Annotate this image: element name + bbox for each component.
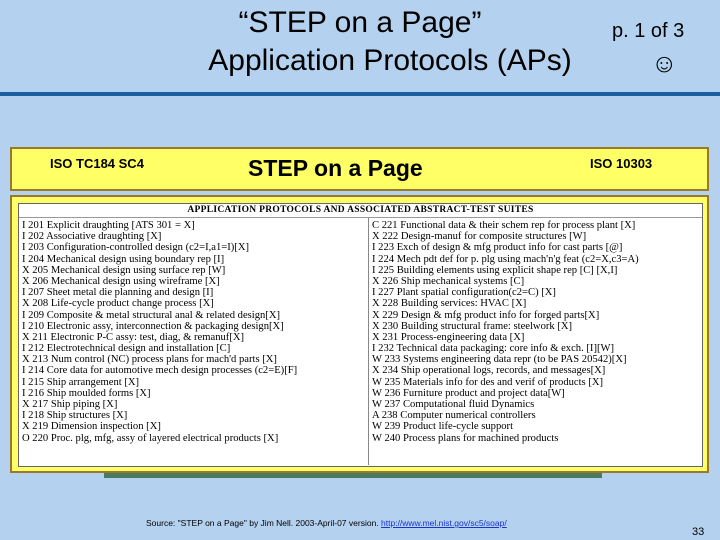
header-center-title: STEP on a Page [248,155,423,181]
ap-list-item: X 234 Ship operational logs, records, and messages[X] [372,365,606,377]
ap-list-item: I 224 Mech pdt def for p. plg using mach'n'g feat (c2=X,c3=A) [372,253,639,265]
column-divider [368,218,369,465]
ap-list-item: I 215 Ship arrangement [X] [22,376,140,388]
ap-list-item: X 228 Building services: HVAC [X] [372,298,527,310]
ap-list-item: X 231 Process-engineering data [X] [372,331,525,343]
title-line-1: “STEP on a Page” [238,6,482,39]
ap-table-frame [10,195,709,473]
right-ap-column [372,220,702,444]
title-divider [0,92,720,96]
ap-list-item: I 227 Plant spatial configuration(c2=C) [X] [372,287,556,299]
ap-list-item: X 208 Life-cycle product change process [X] [22,298,214,310]
ap-table [18,203,703,467]
ap-list-item: I 218 Ship structures [X] [22,410,128,422]
source-link[interactable]: http://www.mel.nist.gov/sc5/soap/ [381,518,507,528]
ap-list-item: X 229 Design & mfg product info for forged parts[X] [372,309,600,321]
ap-list-item: X 219 Dimension inspection [X] [22,421,161,433]
ap-table-heading: APPLICATION PROTOCOLS AND ASSOCIATED ABSTRACT-TEST SUITES [19,204,702,218]
ap-list-item: W 236 Furniture product and project data[W] [372,387,565,399]
ap-list-item: X 226 Ship mechanical systems [C] [372,275,525,287]
ap-list-item: I 202 Associative draughting [X] [22,231,162,243]
smiley-icon: ☺ [651,48,678,78]
left-ap-column [22,220,362,444]
ap-list-item: I 212 Electrotechnical design and installation [C] [22,343,231,355]
step-header-banner [10,147,709,191]
table-shadow [104,473,602,478]
ap-list-item: I 223 Exch of design & mfg product info for cast parts [@] [372,242,623,254]
source-text: Source: "STEP on a Page" by Jim Nell. 2003-April-07 version. [146,518,382,528]
ap-list-item: X 222 Design-manuf for composite structures [W] [372,231,587,243]
ap-list-item: I 232 Technical data packaging: core info & exch. [I][W] [372,343,615,355]
page-indicator: p. 1 of 3 [612,20,685,42]
ap-list-item: X 230 Building structural frame: steelwork [X] [372,320,573,332]
ap-list-item: I 214 Core data for automotive mech design processes (c2=E)[F] [22,365,298,377]
ap-list-item: W 235 Materials info for des and verif of products [X] [372,376,604,388]
ap-list-item: W 240 Process plans for machined products [372,432,559,444]
ap-list-item: X 217 Ship piping [X] [22,399,118,410]
source-note [146,518,507,528]
ap-list-item: W 239 Product life-cycle support [372,421,514,433]
ap-list-item: X 213 Num control (NC) process plans for mach'd parts [X] [22,354,277,366]
ap-list-item: I 203 Configuration-controlled design (c2=I,a1=I)[X] [22,242,249,254]
ap-list-item: W 237 Computational fluid Dynamics [372,399,535,410]
ap-list-item: C 221 Functional data & their schem rep for process plant [X] [372,220,636,231]
ap-list-item: X 206 Mechanical design using wireframe [X] [22,275,220,287]
ap-list-item: W 233 Systems engineering data repr (to be PAS 20542)[X] [372,354,627,366]
ap-list-item: A 238 Computer numerical controllers [372,410,536,422]
ap-list-item: I 209 Composite & metal structural anal & related design[X] [22,309,281,321]
ap-list-item: X 211 Electronic P-C assy: test, diag, & remanuf[X] [22,331,245,343]
ap-list-item: I 201 Explicit draughting [ATS 301 = X] [22,220,195,231]
header-right-label: ISO 10303 [590,156,653,171]
ap-list-item: I 225 Building elements using explicit shape rep [C] [X,I] [372,264,618,276]
ap-list-item: O 220 Proc. plg, mfg, assy of layered electrical products [X] [22,432,279,444]
slide-title [110,4,610,80]
ap-list-item: I 207 Sheet metal die planning and design [I] [22,287,214,299]
ap-list-item: X 205 Mechanical design using surface rep [W] [22,264,226,276]
header-left-label: ISO TC184 SC4 [50,156,144,171]
slide-number: 33 [692,526,705,538]
ap-list-item: I 216 Ship moulded forms [X] [22,387,151,399]
title-line-2: Application Protocols (APs) [208,44,572,77]
ap-list-item: I 210 Electronic assy, interconnection & packaging design[X] [22,320,284,332]
ap-list-item: I 204 Mechanical design using boundary rep [I] [22,253,225,265]
